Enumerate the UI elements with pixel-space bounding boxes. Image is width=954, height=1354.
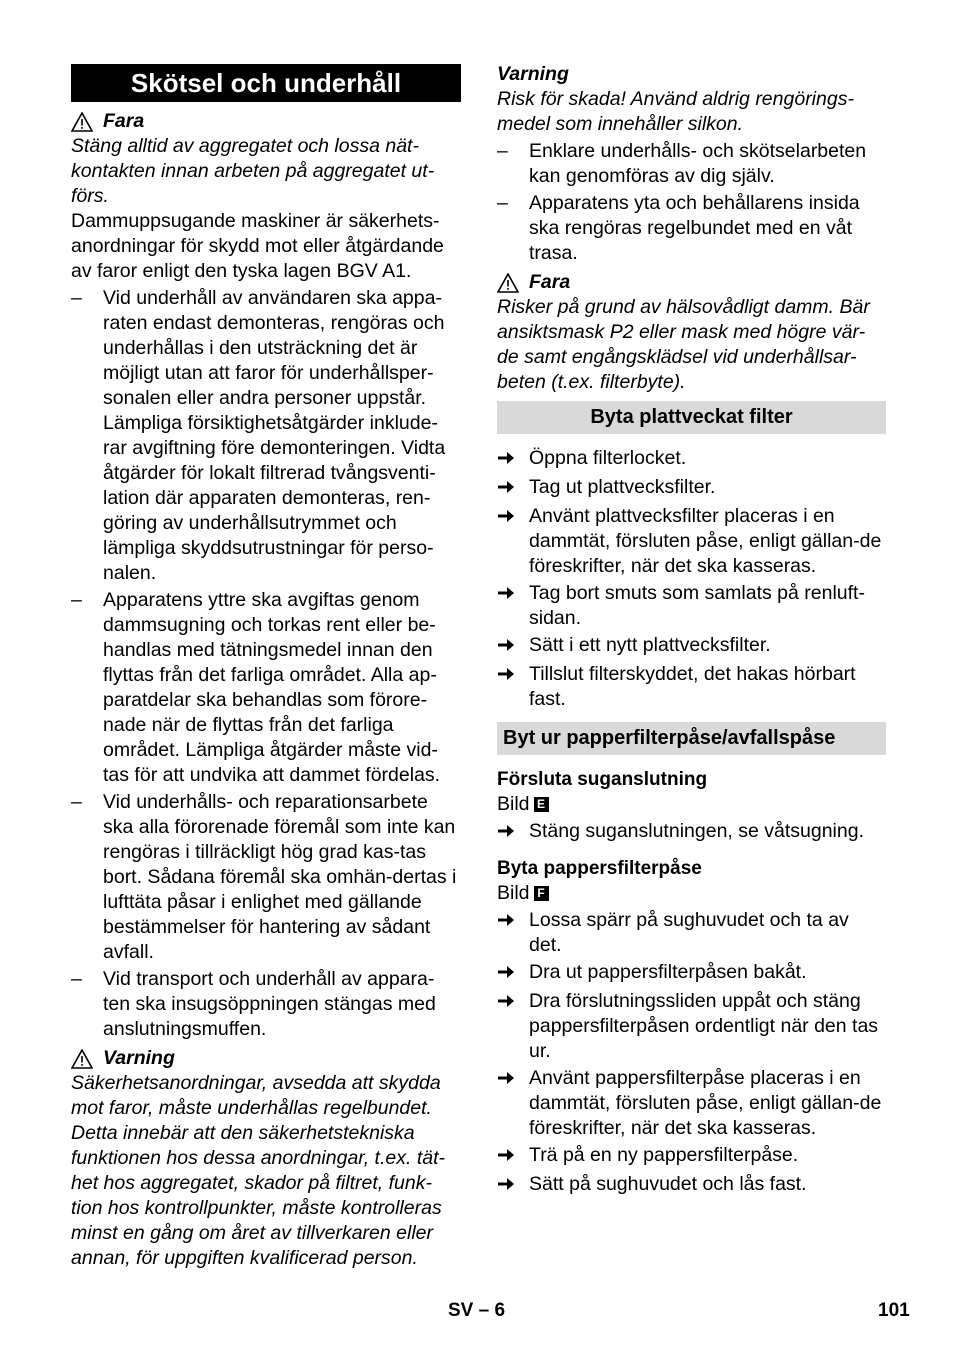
step-text: Öppna filterlocket. bbox=[529, 447, 687, 469]
list-item: – Vid underhåll av användaren ska appa-raten endast demonteras, rengöras och underhållas i den utsträckning det är möjligt utan att faror för underhållsper-sonalen eller andra personer uppstår. Lämpliga försiktighetsåtgärder inklude-rar avgiftning före demonteringen. Vidta åtgärder för lokalt filtrerad tvångsventi-lation där apparaten demonteras, ren-göring av underhållsutrymmet och lämpliga skyddsutrustningar för perso-nalen. bbox=[71, 286, 461, 586]
varning-text: Risk för skada! Använd aldrig rengörings-medel som innehåller silkon. bbox=[497, 88, 854, 135]
step-item bbox=[497, 475, 886, 502]
step-text: Använt plattvecksfilter placeras i en dammtät, försluten påse, enligt gällan-de föreskrifter, när det ska kasseras. bbox=[529, 505, 882, 577]
footer-section: SV – 6 bbox=[448, 1300, 506, 1321]
step-item bbox=[497, 1066, 886, 1141]
fara-label: Fara bbox=[529, 271, 571, 293]
page-title: Skötsel och underhåll bbox=[71, 64, 461, 102]
step-item bbox=[497, 633, 886, 660]
warning-triangle-icon bbox=[71, 1049, 93, 1069]
figure-ref bbox=[497, 881, 886, 906]
arrow-right-icon bbox=[497, 585, 515, 601]
step-text: Tillslut filterskyddet, det hakas hörbart fast. bbox=[529, 663, 856, 710]
figure-ref-label: Bild bbox=[497, 882, 530, 904]
arrow-right-icon bbox=[497, 1070, 515, 1086]
left-column bbox=[71, 60, 461, 1271]
varning-heading bbox=[497, 62, 886, 87]
subsection-title: Försluta suganslutning bbox=[497, 769, 708, 790]
step-text: Tag bort smuts som samlats på renluft-sidan. bbox=[529, 582, 865, 629]
step-item bbox=[497, 989, 886, 1064]
arrow-right-icon bbox=[497, 479, 515, 495]
section-title-paperbag: Byt ur papperfilterpåse/avfallspåse bbox=[497, 722, 886, 755]
fara-text: Stäng alltid av aggregatet och lossa nät-kontakten innan arbeten på aggregatet ut-förs. bbox=[71, 135, 435, 207]
step-item bbox=[497, 446, 886, 473]
step-item bbox=[497, 1143, 886, 1170]
arrow-right-icon bbox=[497, 1176, 515, 1192]
varning-label: Varning bbox=[103, 1047, 175, 1069]
list-item-text: Apparatens yttre ska avgiftas genom dammsugning och torkas rent eller be-handlas med tätningsmedel innan den flyttas från det farliga området. Alla ap-paratdelar ska behandlas som förore-nade när de flyttas från det farliga området. Lämpliga åtgärder måste vid-tas för att undvika att dammet fördelas. bbox=[103, 589, 441, 786]
fara-heading bbox=[497, 270, 886, 295]
step-text: Sätt i ett nytt plattvecksfilter. bbox=[529, 634, 771, 656]
fara-heading bbox=[71, 109, 461, 134]
list-item: – Apparatens yttre ska avgiftas genom dammsugning och torkas rent eller be-handlas med tätningsmedel innan den flyttas från det farliga området. Alla ap-paratdelar ska behandlas som förore-nade när de flyttas från det farliga området. Lämpliga åtgärder måste vid-tas för att undvika att dammet fördelas. bbox=[71, 588, 461, 788]
list-item: – Apparatens yta och behållarens insida ska rengöras regelbundet med en våt trasa. bbox=[497, 191, 886, 266]
step-item bbox=[497, 581, 886, 631]
list-item-text: Vid transport och underhåll av appara-ten ska insugsöppningen stängas med anslutningsmuffen. bbox=[103, 968, 436, 1040]
varning-text: Säkerhetsanordningar, avsedda att skydda mot faror, måste underhållas regelbundet. Detta innebär att den säkerhetstekniska funktionen hos dessa anordningar, t.ex. tät-het hos aggregatet, skador på filtret, funk-tion hos kontrollpunkter, måste kontrolleras minst en gång om året av tillverkaren eller annan, för uppgiften kvalificerad person. bbox=[71, 1072, 445, 1269]
arrow-right-icon bbox=[497, 993, 515, 1009]
varning-heading bbox=[71, 1046, 461, 1071]
list-item-text: Vid underhåll av användaren ska appa-raten endast demonteras, rengöras och underhållas i den utsträckning det är möjligt utan att faror för underhållsper-sonalen eller andra personer uppstår. Lämpliga försiktighetsåtgärder inklude-rar avgiftning före demonteringen. Vidta åtgärder för lokalt filtrerad tvångsventi-lation där apparaten demonteras, ren-göring av underhållsutrymmet och lämpliga skyddsutrustningar för perso-nalen. bbox=[103, 287, 446, 584]
step-item bbox=[497, 504, 886, 579]
list-item: – Enklare underhålls- och skötselarbeten kan genomföras av dig själv. bbox=[497, 139, 886, 189]
step-item bbox=[497, 819, 886, 846]
arrow-right-icon bbox=[497, 1147, 515, 1163]
step-item bbox=[497, 662, 886, 712]
list-item: – Vid underhålls- och reparationsarbete ska alla förorenade föremål som inte kan rengöras i tillräckligt hög grad kas-tas bort. Sådana föremål ska omhän-dertas i lufttäta påsar i enlighet med gällande bestämmelser för hantering av sådant avfall. bbox=[71, 790, 461, 965]
right-column bbox=[497, 60, 886, 1201]
arrow-right-icon bbox=[497, 666, 515, 682]
intro-text: Dammuppsugande maskiner är säkerhets-anordningar för skydd mot eller åtgärdande av faror enligt den tyska lagen BGV A1. bbox=[71, 210, 444, 282]
arrow-right-icon bbox=[497, 637, 515, 653]
section-title-filter: Byta plattveckat filter bbox=[497, 401, 886, 434]
figure-ref-label: Bild bbox=[497, 793, 530, 815]
list-item-text: Vid underhålls- och reparationsarbete ska alla förorenade föremål som inte kan rengöras i tillräckligt hög grad kas-tas bort. Sådana föremål ska omhän-dertas i lufttäta påsar i enlighet med gällande bestämmelser för hantering av sådant avfall. bbox=[103, 791, 457, 963]
warning-triangle-icon bbox=[497, 273, 519, 293]
step-text: Använt pappersfilterpåse placeras i en dammtät, försluten påse, enligt gällan-de föreskrifter, när det ska kasseras. bbox=[529, 1067, 882, 1139]
arrow-right-icon bbox=[497, 912, 515, 928]
varning-label: Varning bbox=[497, 63, 569, 85]
fara-label: Fara bbox=[103, 110, 145, 132]
step-text: Stäng suganslutningen, se våtsugning. bbox=[529, 820, 864, 842]
figure-letter-icon: F bbox=[534, 886, 549, 901]
figure-letter-icon: E bbox=[534, 797, 549, 812]
fara-text: Risker på grund av hälsovådligt damm. Bär ansiktsmask P2 eller mask med högre vär-de samt engångsklädsel vid underhållsar-beten (t.ex. filterbyte). bbox=[497, 296, 870, 393]
arrow-right-icon bbox=[497, 508, 515, 524]
step-item bbox=[497, 960, 886, 987]
step-text: Tag ut plattvecksfilter. bbox=[529, 476, 716, 498]
step-item bbox=[497, 1172, 886, 1199]
step-text: Lossa spärr på sughuvudet och ta av det. bbox=[529, 909, 849, 956]
step-text: Dra ut pappersfilterpåsen bakåt. bbox=[529, 961, 807, 983]
step-text: Trä på en ny pappersfilterpåse. bbox=[529, 1144, 799, 1166]
list-item: – Vid transport och underhåll av appara-ten ska insugsöppningen stängas med anslutningsmuffen. bbox=[71, 967, 461, 1042]
arrow-right-icon bbox=[497, 450, 515, 466]
warning-triangle-icon bbox=[71, 112, 93, 132]
figure-ref bbox=[497, 792, 886, 817]
list-item-text: Enklare underhålls- och skötselarbeten kan genomföras av dig själv. bbox=[529, 140, 867, 187]
step-text: Dra förslutningssliden uppåt och stäng pappersfilterpåsen ordentligt när den tas ur. bbox=[529, 990, 879, 1062]
step-text: Sätt på sughuvudet och lås fast. bbox=[529, 1173, 807, 1195]
subsection-title: Byta pappersfilterpåse bbox=[497, 858, 702, 879]
step-item bbox=[497, 908, 886, 958]
list-item-text: Apparatens yta och behållarens insida ska rengöras regelbundet med en våt trasa. bbox=[529, 192, 860, 264]
arrow-right-icon bbox=[497, 964, 515, 980]
page-number: 101 bbox=[878, 1300, 910, 1321]
arrow-right-icon bbox=[497, 823, 515, 839]
